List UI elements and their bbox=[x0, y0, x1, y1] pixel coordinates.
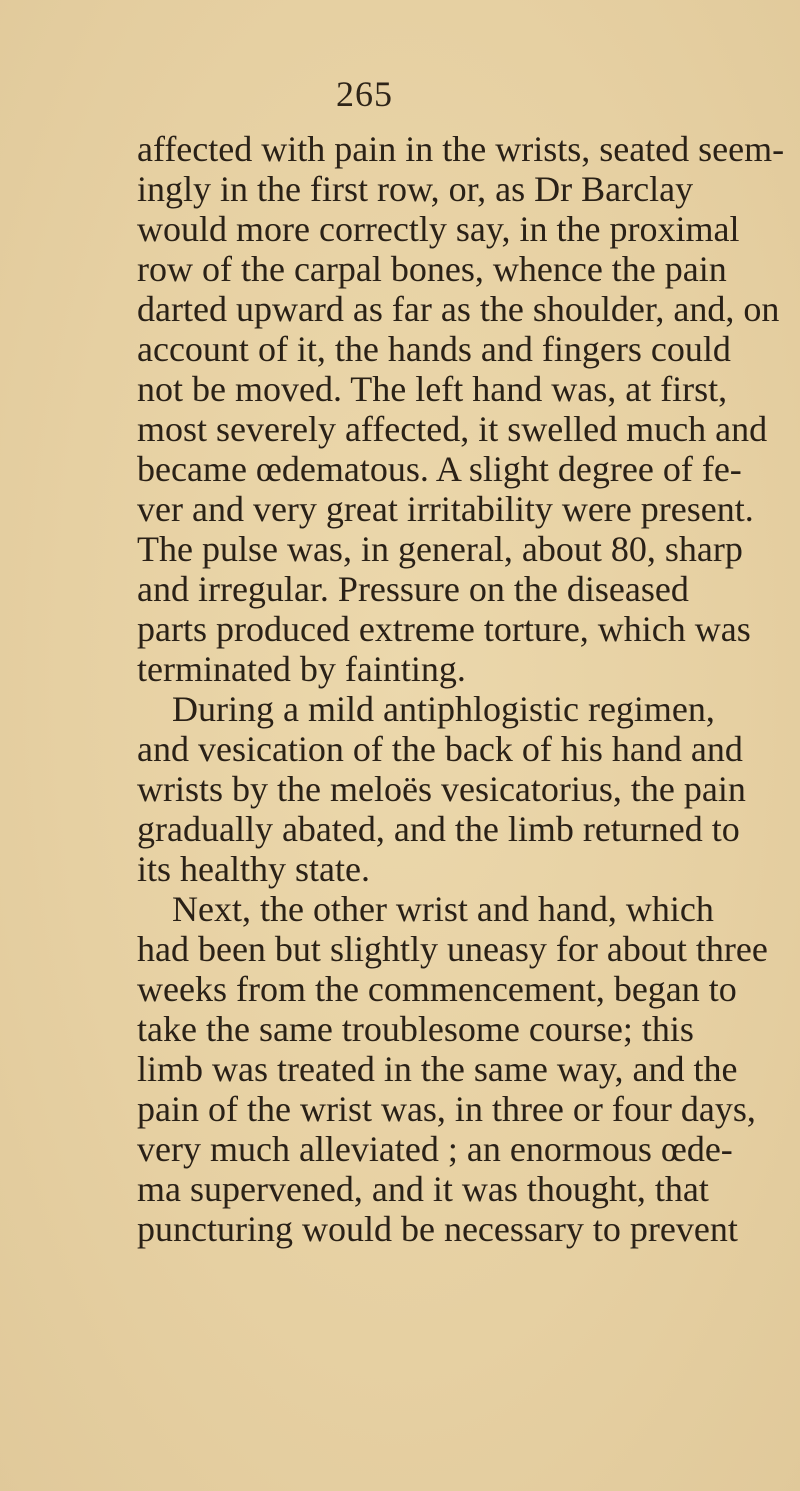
text-line: The pulse was, in general, about 80, sharp bbox=[137, 529, 743, 569]
text-line: parts produced extreme torture, which was bbox=[137, 609, 751, 649]
text-line: had been but slightly uneasy for about three bbox=[137, 929, 768, 969]
text-line: its healthy state. bbox=[137, 849, 370, 889]
text-line: gradually abated, and the limb returned to bbox=[137, 809, 740, 849]
text-line: affected with pain in the wrists, seated seem- bbox=[137, 129, 785, 169]
text-line: and vesication of the back of his hand and bbox=[137, 729, 743, 769]
text-line: Next, the other wrist and hand, which bbox=[172, 889, 714, 929]
text-line: became œdematous. A slight degree of fe- bbox=[137, 449, 742, 489]
text-line: row of the carpal bones, whence the pain bbox=[137, 249, 727, 289]
text-line: would more correctly say, in the proximal bbox=[137, 209, 740, 249]
text-line: During a mild antiphlogistic regimen, bbox=[172, 689, 715, 729]
text-line: puncturing would be necessary to prevent bbox=[137, 1209, 738, 1249]
text-line: pain of the wrist was, in three or four days, bbox=[137, 1089, 756, 1129]
text-line: wrists by the meloës vesicatorius, the pain bbox=[137, 769, 746, 809]
text-line: darted upward as far as the shoulder, and, on bbox=[137, 289, 780, 329]
text-line: limb was treated in the same way, and the bbox=[137, 1049, 738, 1089]
text-line: ma supervened, and it was thought, that bbox=[137, 1169, 709, 1209]
text-line: account of it, the hands and fingers could bbox=[137, 329, 731, 369]
text-line: very much alleviated ; an enormous œde- bbox=[137, 1129, 733, 1169]
page-number: 265 bbox=[336, 74, 393, 114]
text-line: not be moved. The left hand was, at first, bbox=[137, 369, 728, 409]
text-line: take the same troublesome course; this bbox=[137, 1009, 694, 1049]
text-line: most severely affected, it swelled much and bbox=[137, 409, 768, 449]
text-line: weeks from the commencement, began to bbox=[137, 969, 737, 1009]
text-line: terminated by fainting. bbox=[137, 649, 466, 689]
text-line: ver and very great irritability were present. bbox=[137, 489, 754, 529]
text-line: and irregular. Pressure on the diseased bbox=[137, 569, 689, 609]
text-line: ingly in the first row, or, as Dr Barclay bbox=[137, 169, 694, 209]
